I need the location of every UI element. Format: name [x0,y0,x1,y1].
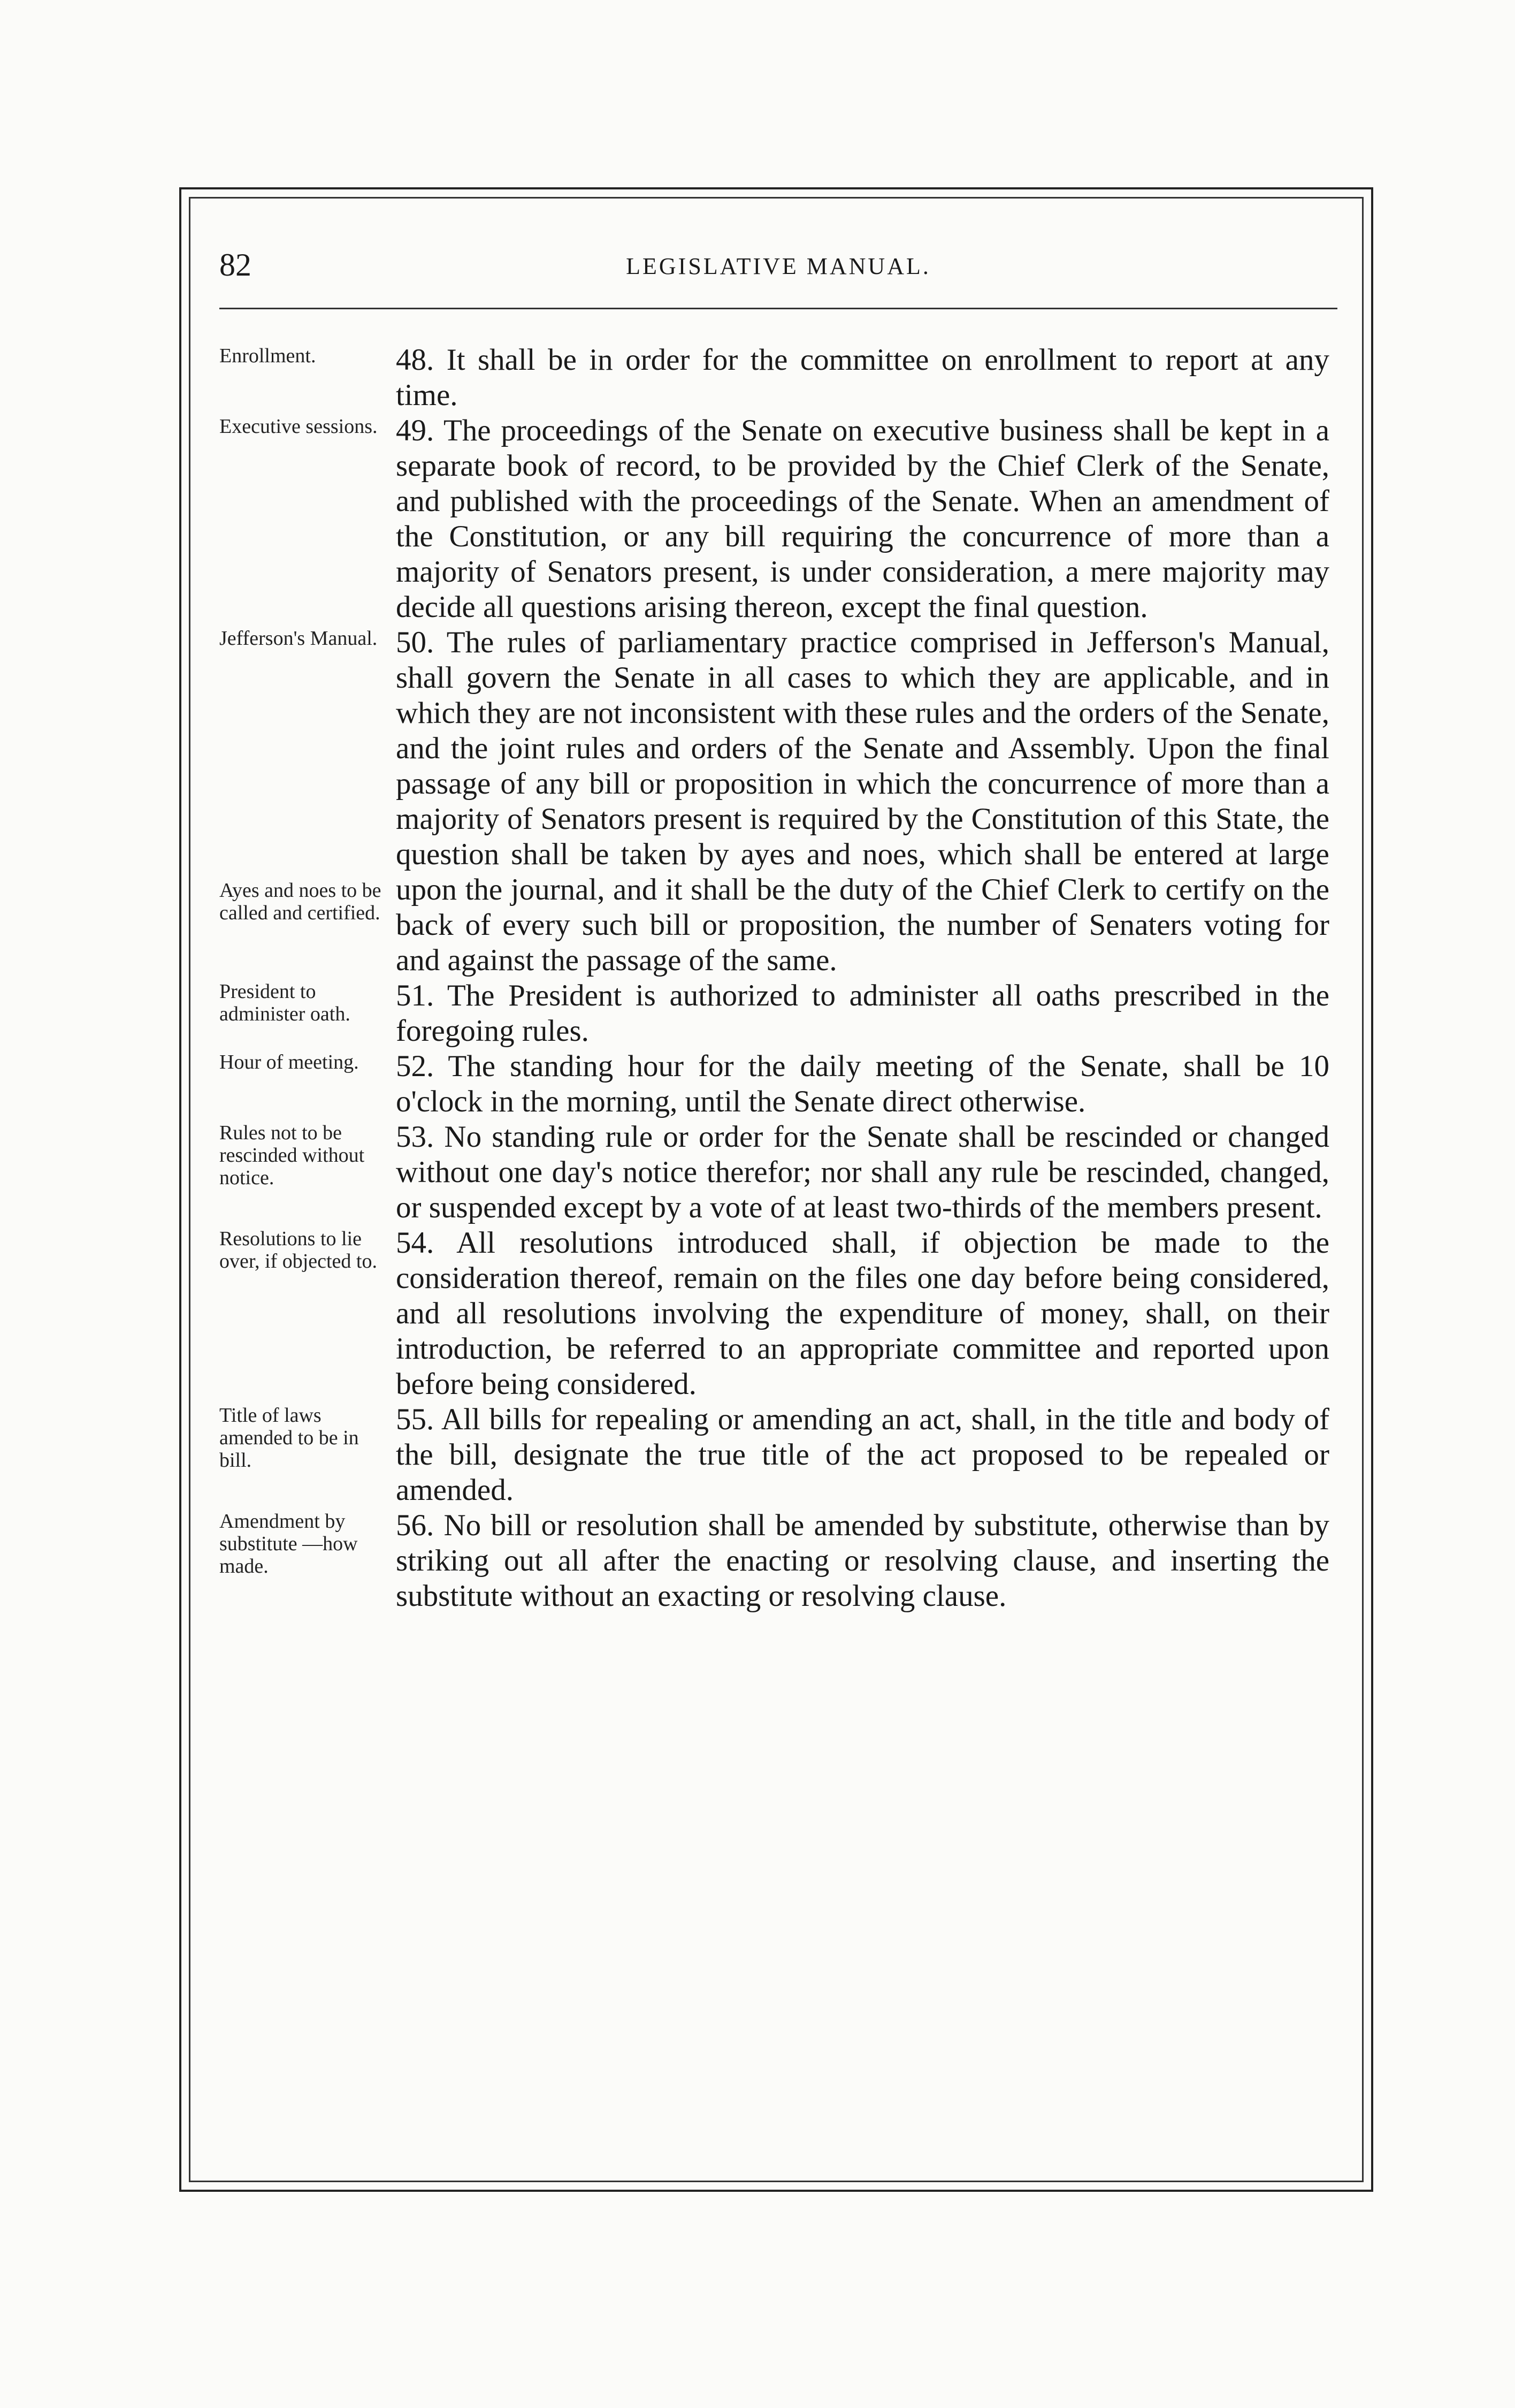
rule-56 [219,1508,1337,1614]
rule-51 [219,978,1337,1049]
rule-text: 50. The rules of parliamentary practice comprised in Jefferson's Manual, shall govern the Senate in all cases to which they are applicable, and in which they are not inconsistent with these rules and the orders of the Senate, and the joint rules and orders of the Senate and Assembly. Upon the final passage of any bill or proposition in which the concurrence of more than a majority of Senators present is required by the Constitution of this State, the question shall be taken by ayes and noes, which shall be entered at large upon the journal, and it shall be the duty of the Chief Clerk to certify on the back of every such bill or proposition, the number of Senaters voting for and against the passage of the same. [396,626,1329,977]
margin-note: Enrollment. [219,345,316,367]
page-header [219,243,1337,292]
rule-50 [219,625,1337,978]
rule-text: 55. All bills for repealing or amending an act, shall, in the title and body of the bill, designate the true title of the act proposed to be repealed or amended. [396,1403,1329,1507]
running-title: LEGISLATIVE MANUAL. [626,253,931,279]
margin-note: Jefferson's Manual. [219,627,378,650]
rule-text: 52. The standing hour for the daily meeting of the Senate, shall be 10 o'clock in the morning, until the Senate direct otherwise. [396,1049,1329,1118]
margin-note: Hour of meeting. [219,1051,359,1073]
margin-note: Amendment by substitute —how made. [219,1510,358,1578]
page-number: 82 [219,247,251,283]
rule-49 [219,413,1337,625]
rule-52 [219,1049,1337,1119]
rules-body [219,342,1337,1614]
header-rule [219,308,1337,309]
margin-note: President to administer oath. [219,980,350,1025]
rule-text: 53. No standing rule or order for the Senate shall be rescinded or changed without one day's notice therefor; nor shall any rule be rescinded, changed, or suspended except by a vote of at least two-thirds of the members present. [396,1120,1329,1224]
margin-note: Rules not to be rescinded without notice. [219,1122,365,1189]
rule-text: 48. It shall be in order for the committee on enrollment to report at any time. [396,343,1329,412]
rule-text: 49. The proceedings of the Senate on executive business shall be kept in a separate book of record, to be provided by the Chief Clerk of the Senate, and published with the proceedings of the Senate. When an amendment of the Constitution, or any bill requiring the concurrence of more than a majority of Senators present, is under consideration, a mere majority may decide all questions arising thereon, except the final question. [396,414,1329,624]
margin-note: Title of laws amended to be in bill. [219,1404,359,1472]
rule-55 [219,1402,1337,1508]
margin-note: Resolutions to lie over, if objected to. [219,1228,377,1272]
rule-53 [219,1119,1337,1225]
rule-text: 54. All resolutions introduced shall, if objection be made to the consideration thereof, remain on the files one day before being considered, and all resolutions involving the expenditure of money, shall, on their introduction, be referred to an appropriate committee and reported upon before being considered. [396,1226,1329,1401]
rule-text: 56. No bill or resolution shall be amended by substitute, otherwise than by striking out all after the enacting or resolving clause, and inserting the substitute without an exacting or resolving clause. [396,1508,1329,1613]
rule-54 [219,1225,1337,1402]
margin-note: Ayes and noes to be called and certified. [219,879,381,924]
rule-text: 51. The President is authorized to administer all oaths prescribed in the foregoing rules. [396,979,1329,1048]
margin-note: Executive sessions. [219,415,378,438]
rule-48 [219,342,1337,413]
